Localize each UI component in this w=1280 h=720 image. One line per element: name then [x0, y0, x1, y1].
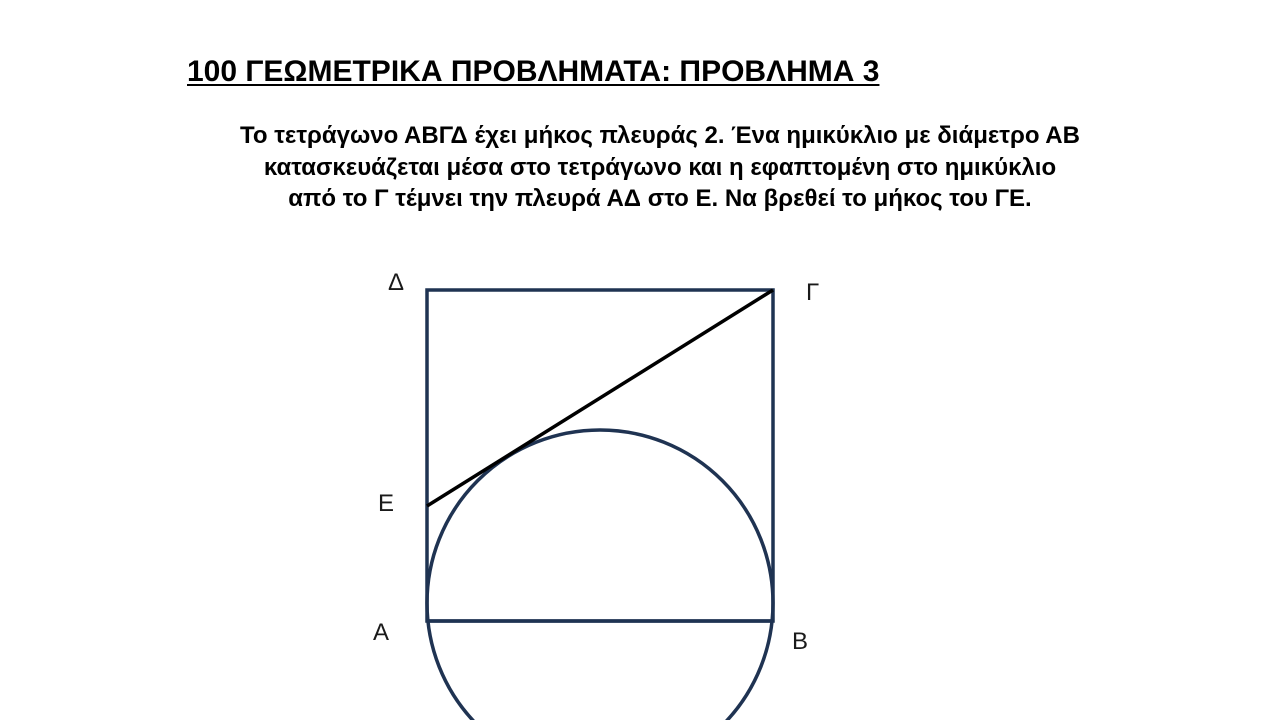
label-g: Γ	[806, 279, 820, 306]
label-a: Α	[373, 619, 390, 646]
label-e: Ε	[378, 490, 395, 517]
label-b: Β	[792, 628, 809, 655]
label-d: Δ	[388, 269, 405, 296]
square-abgd	[427, 290, 773, 621]
problem-line-2: κατασκευάζεται μέσα στο τετράγωνο και η εφαπτομένη στο ημικύκλιο	[263, 153, 1057, 181]
problem-line-1: Το τετράγωνο ΑΒΓΔ έχει μήκος πλευράς 2. Ένα ημικύκλιο με διάμετρο ΑΒ	[240, 122, 1080, 149]
slide-title: 100 ΓΕΩΜΕΤΡΙΚΑ ΠΡΟΒΛΗΜΑΤΑ: ΠΡΟΒΛΗΜΑ 3	[187, 55, 880, 88]
tangent-line-ge	[427, 290, 773, 506]
problem-line-3: από το Γ τέμνει την πλευρά ΑΔ στο Ε. Να βρεθεί το μήκος του ΓΕ.	[288, 185, 1032, 212]
